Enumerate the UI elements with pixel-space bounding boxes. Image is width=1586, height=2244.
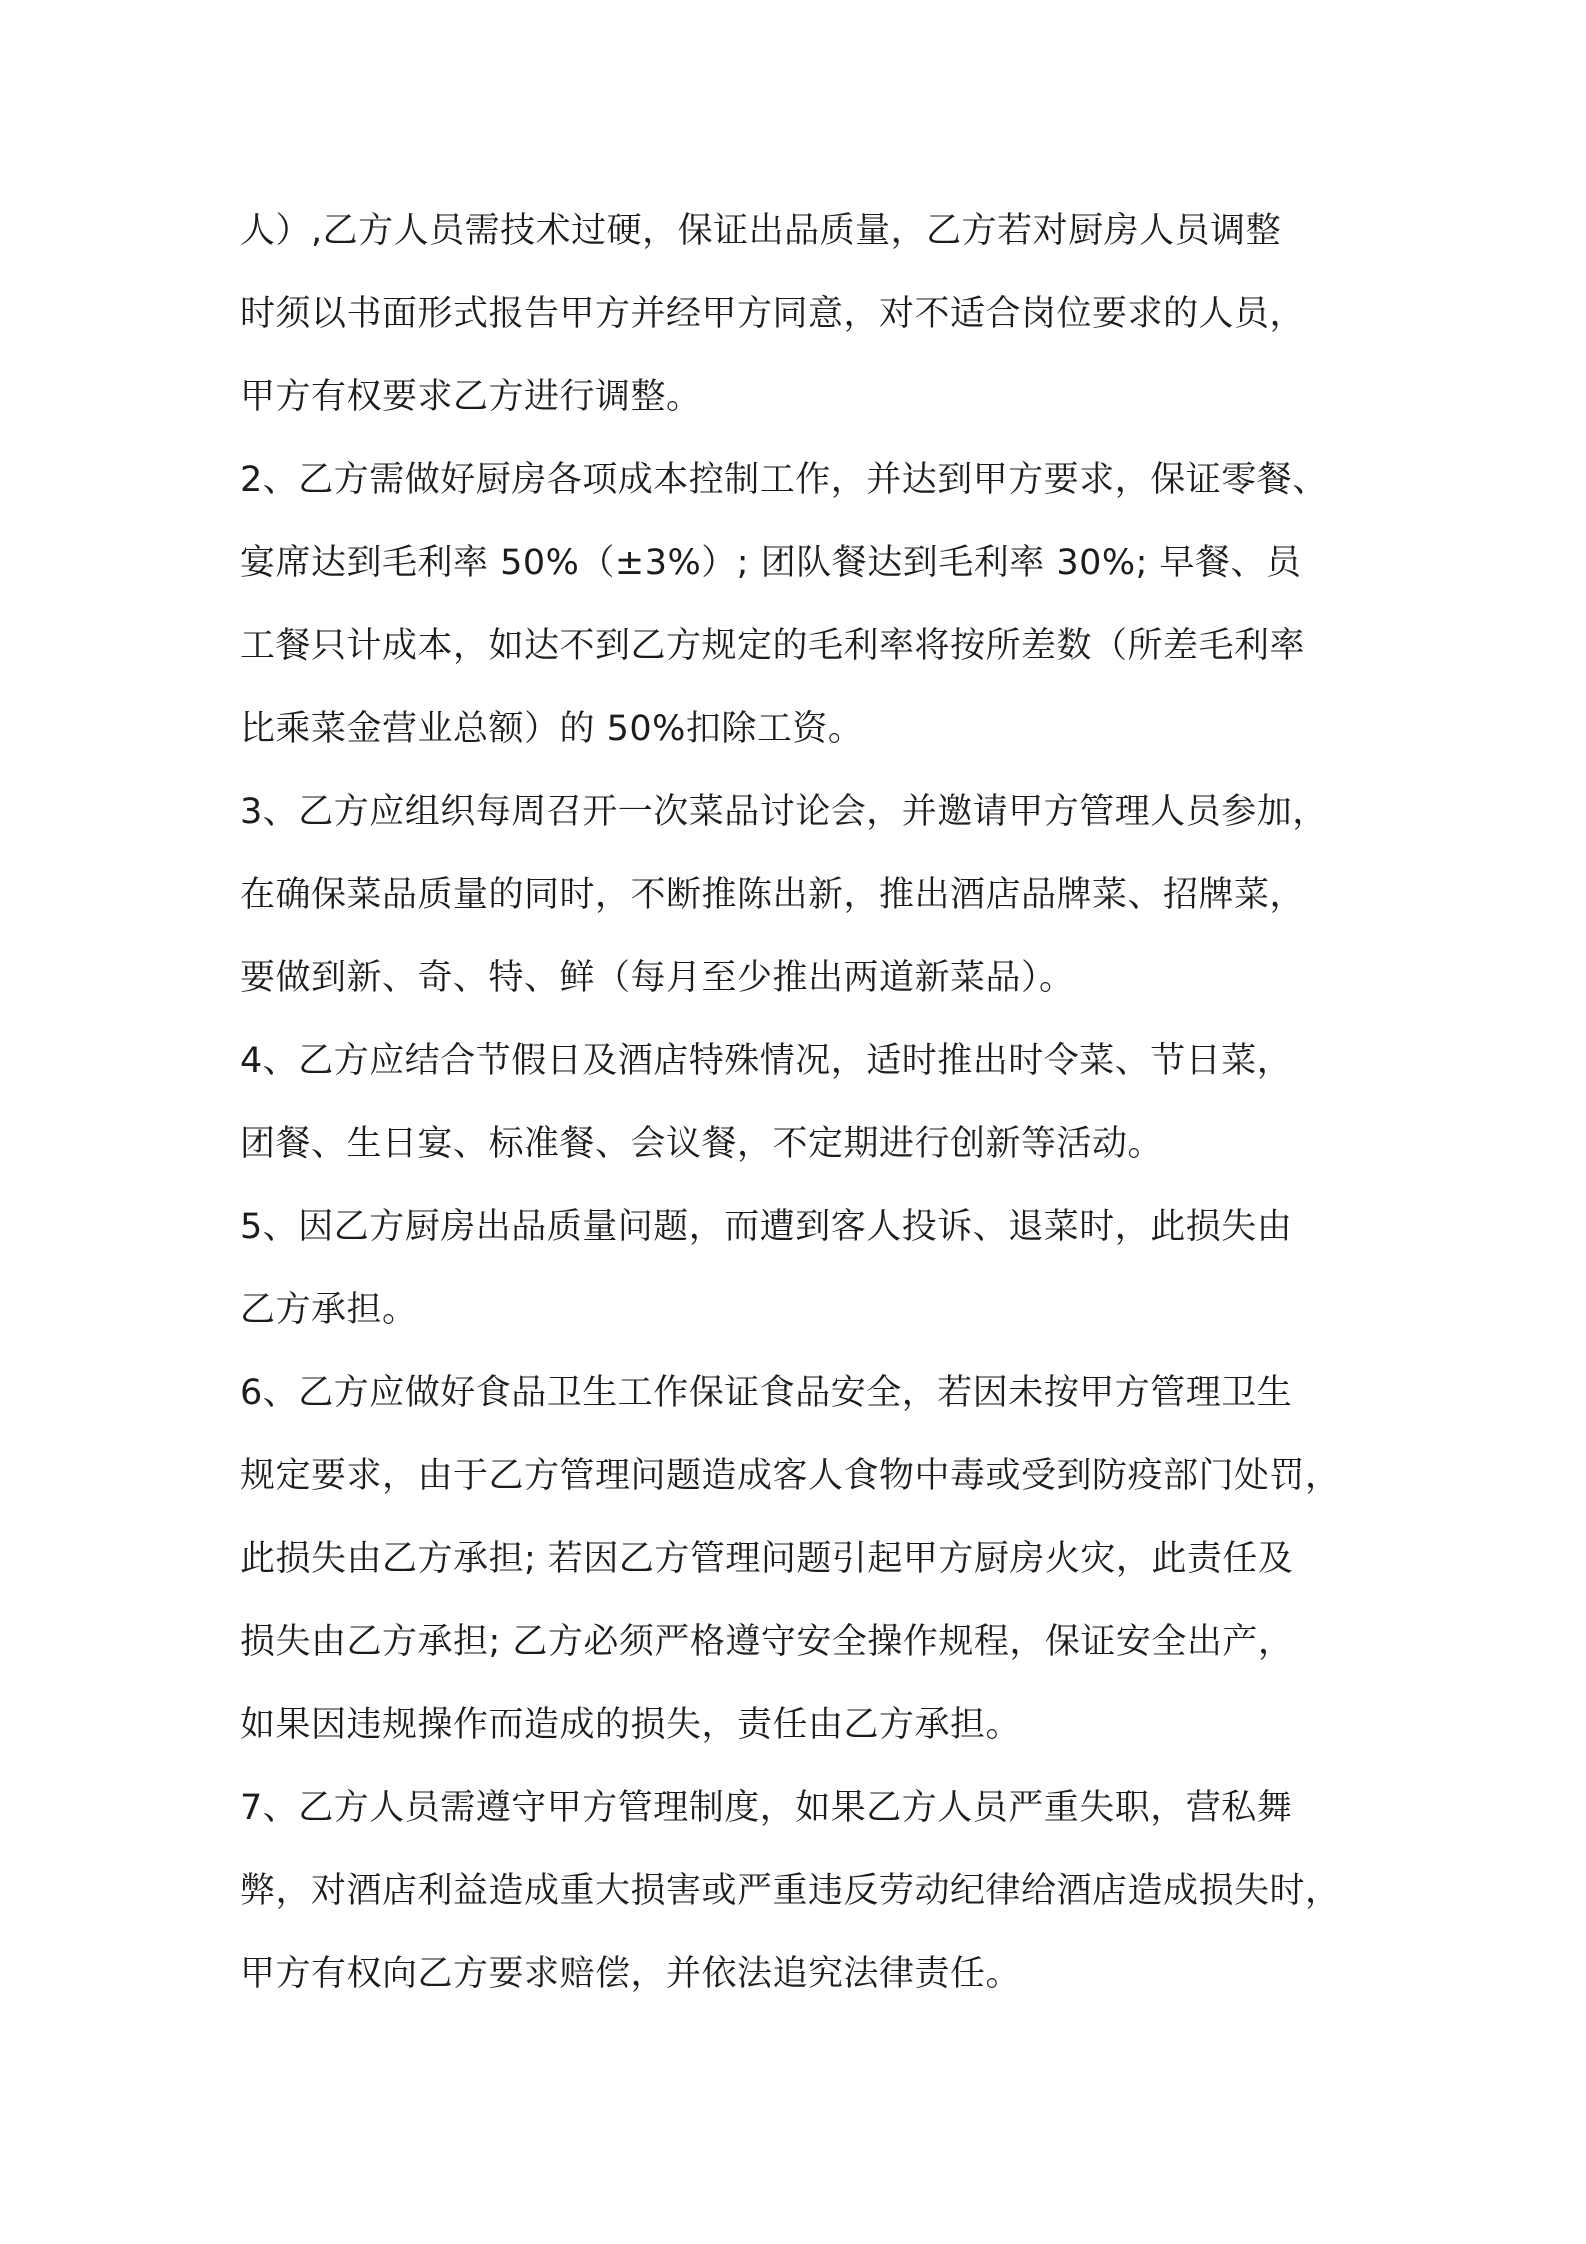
text-line: 宴席达到毛利率 50%（±3%）; 团队餐达到毛利率 30%; 早餐、员 xyxy=(240,543,1302,583)
text-line: 时须以书面形式报告甲方并经甲方同意，对不适合岗位要求的人员， xyxy=(240,294,1306,334)
text-line: 人）,乙方人员需技术过硬，保证出品质量，乙方若对厨房人员调整 xyxy=(240,211,1282,251)
text-line: 规定要求，由于乙方管理问题造成客人食物中毒或受到防疫部门处罚， xyxy=(240,1456,1341,1496)
text-line: 此损失由乙方承担; 若因乙方管理问题引起甲方厨房火灾，此责任及 xyxy=(240,1539,1294,1579)
text-line: 甲方有权要求乙方进行调整。 xyxy=(240,377,702,417)
text-line: 7、乙方人员需遵守甲方管理制度，如果乙方人员严重失职，营私舞 xyxy=(240,1788,1293,1828)
text-line: 2、乙方需做好厨房各项成本控制工作，并达到甲方要求，保证零餐、 xyxy=(240,460,1328,500)
text-line: 弊，对酒店利益造成重大损害或严重违反劳动纪律给酒店造成损失时， xyxy=(240,1871,1341,1911)
text-line: 工餐只计成本，如达不到乙方规定的毛利率将按所差数（所差毛利率 xyxy=(240,626,1306,666)
text-line: 4、乙方应结合节假日及酒店特殊情况，适时推出时令菜、节日菜， xyxy=(240,1041,1293,1081)
text-line: 3、乙方应组织每周召开一次菜品讨论会，并邀请甲方管理人员参加， xyxy=(240,792,1328,832)
text-line: 团餐、生日宴、标准餐、会议餐，不定期进行创新等活动。 xyxy=(240,1124,1164,1164)
document-body xyxy=(240,190,1390,2016)
text-line: 如果因违规操作而造成的损失，责任由乙方承担。 xyxy=(240,1705,1022,1745)
text-line: 甲方有权向乙方要求赔偿，并依法追究法律责任。 xyxy=(240,1954,1022,1994)
text-line: 要做到新、奇、特、鲜（每月至少推出两道新菜品）。 xyxy=(240,958,1075,998)
text-line: 比乘菜金营业总额）的 50%扣除工资。 xyxy=(240,709,864,749)
text-line: 在确保菜品质量的同时，不断推陈出新，推出酒店品牌菜、招牌菜， xyxy=(240,875,1306,915)
text-line: 乙方承担。 xyxy=(240,1290,418,1330)
text-line: 损失由乙方承担; 乙方必须严格遵守安全操作规程，保证安全出产， xyxy=(240,1622,1294,1662)
text-line: 5、因乙方厨房出品质量问题，而遭到客人投诉、退菜时，此损失由 xyxy=(240,1207,1293,1247)
text-line: 6、乙方应做好食品卫生工作保证食品安全，若因未按甲方管理卫生 xyxy=(240,1373,1293,1413)
